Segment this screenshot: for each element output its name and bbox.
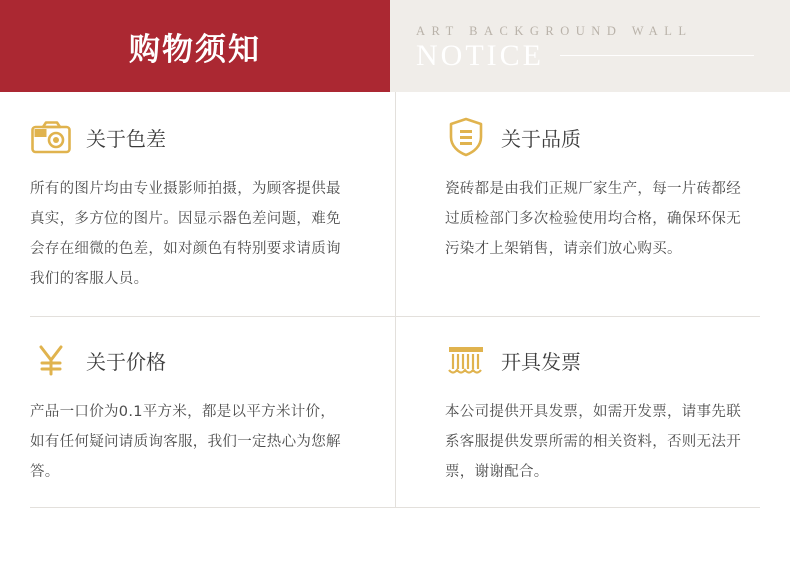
- cell-title: 关于品质: [501, 126, 581, 151]
- cell-body: 所有的图片均由专业摄影师拍摄，为顾客提供最真实，多方位的图片。因显示器色差问题，难免会存在细微的色差，如对颜色有特别要求请质询我们的客服人员。: [30, 181, 341, 287]
- header-notice-row: [416, 38, 790, 72]
- page-title: 购物须知: [129, 31, 261, 68]
- cell-title: 开具发票: [501, 349, 581, 374]
- header-subtitle-en: ART BACKGROUND WALL: [416, 23, 693, 38]
- cell-body: 瓷砖都是由我们正规厂家生产，每一片砖都经过质检部门多次检验使用均合格，确保环保无污染才上架销售，请亲们放心购买。: [445, 181, 741, 257]
- cell-header: [30, 116, 347, 158]
- notice-grid: [0, 92, 790, 508]
- camera-icon: [30, 116, 72, 158]
- notice-row: [0, 317, 790, 507]
- notice-cell-color-difference: [0, 92, 395, 316]
- header-right-block: [390, 0, 790, 92]
- notice-cell-price: [0, 317, 395, 507]
- cell-title: 关于价格: [86, 349, 166, 374]
- notice-cell-invoice: [395, 317, 790, 507]
- invoice-icon: [445, 339, 487, 381]
- shield-quality-icon: [445, 116, 487, 158]
- header-divider-line: [560, 55, 754, 56]
- header-notice-en: NOTICE: [416, 38, 544, 72]
- yuan-price-icon: [30, 339, 72, 381]
- notice-row: [0, 92, 790, 316]
- header-red-block: [0, 0, 390, 92]
- cell-body: 产品一口价为0.1平方米，都是以平方米计价，如有任何疑问请质询客服，我们一定热心为您解答。: [30, 404, 341, 480]
- page-header: [0, 0, 790, 92]
- cell-title: 关于色差: [86, 126, 166, 151]
- cell-header: [445, 116, 750, 158]
- cell-body: 本公司提供开具发票，如需开发票，请事先联系客服提供发票所需的相关资料，否则无法开票，谢谢配合。: [445, 404, 741, 480]
- cell-header: [30, 339, 347, 381]
- notice-cell-quality: [395, 92, 790, 316]
- cell-header: [445, 339, 750, 381]
